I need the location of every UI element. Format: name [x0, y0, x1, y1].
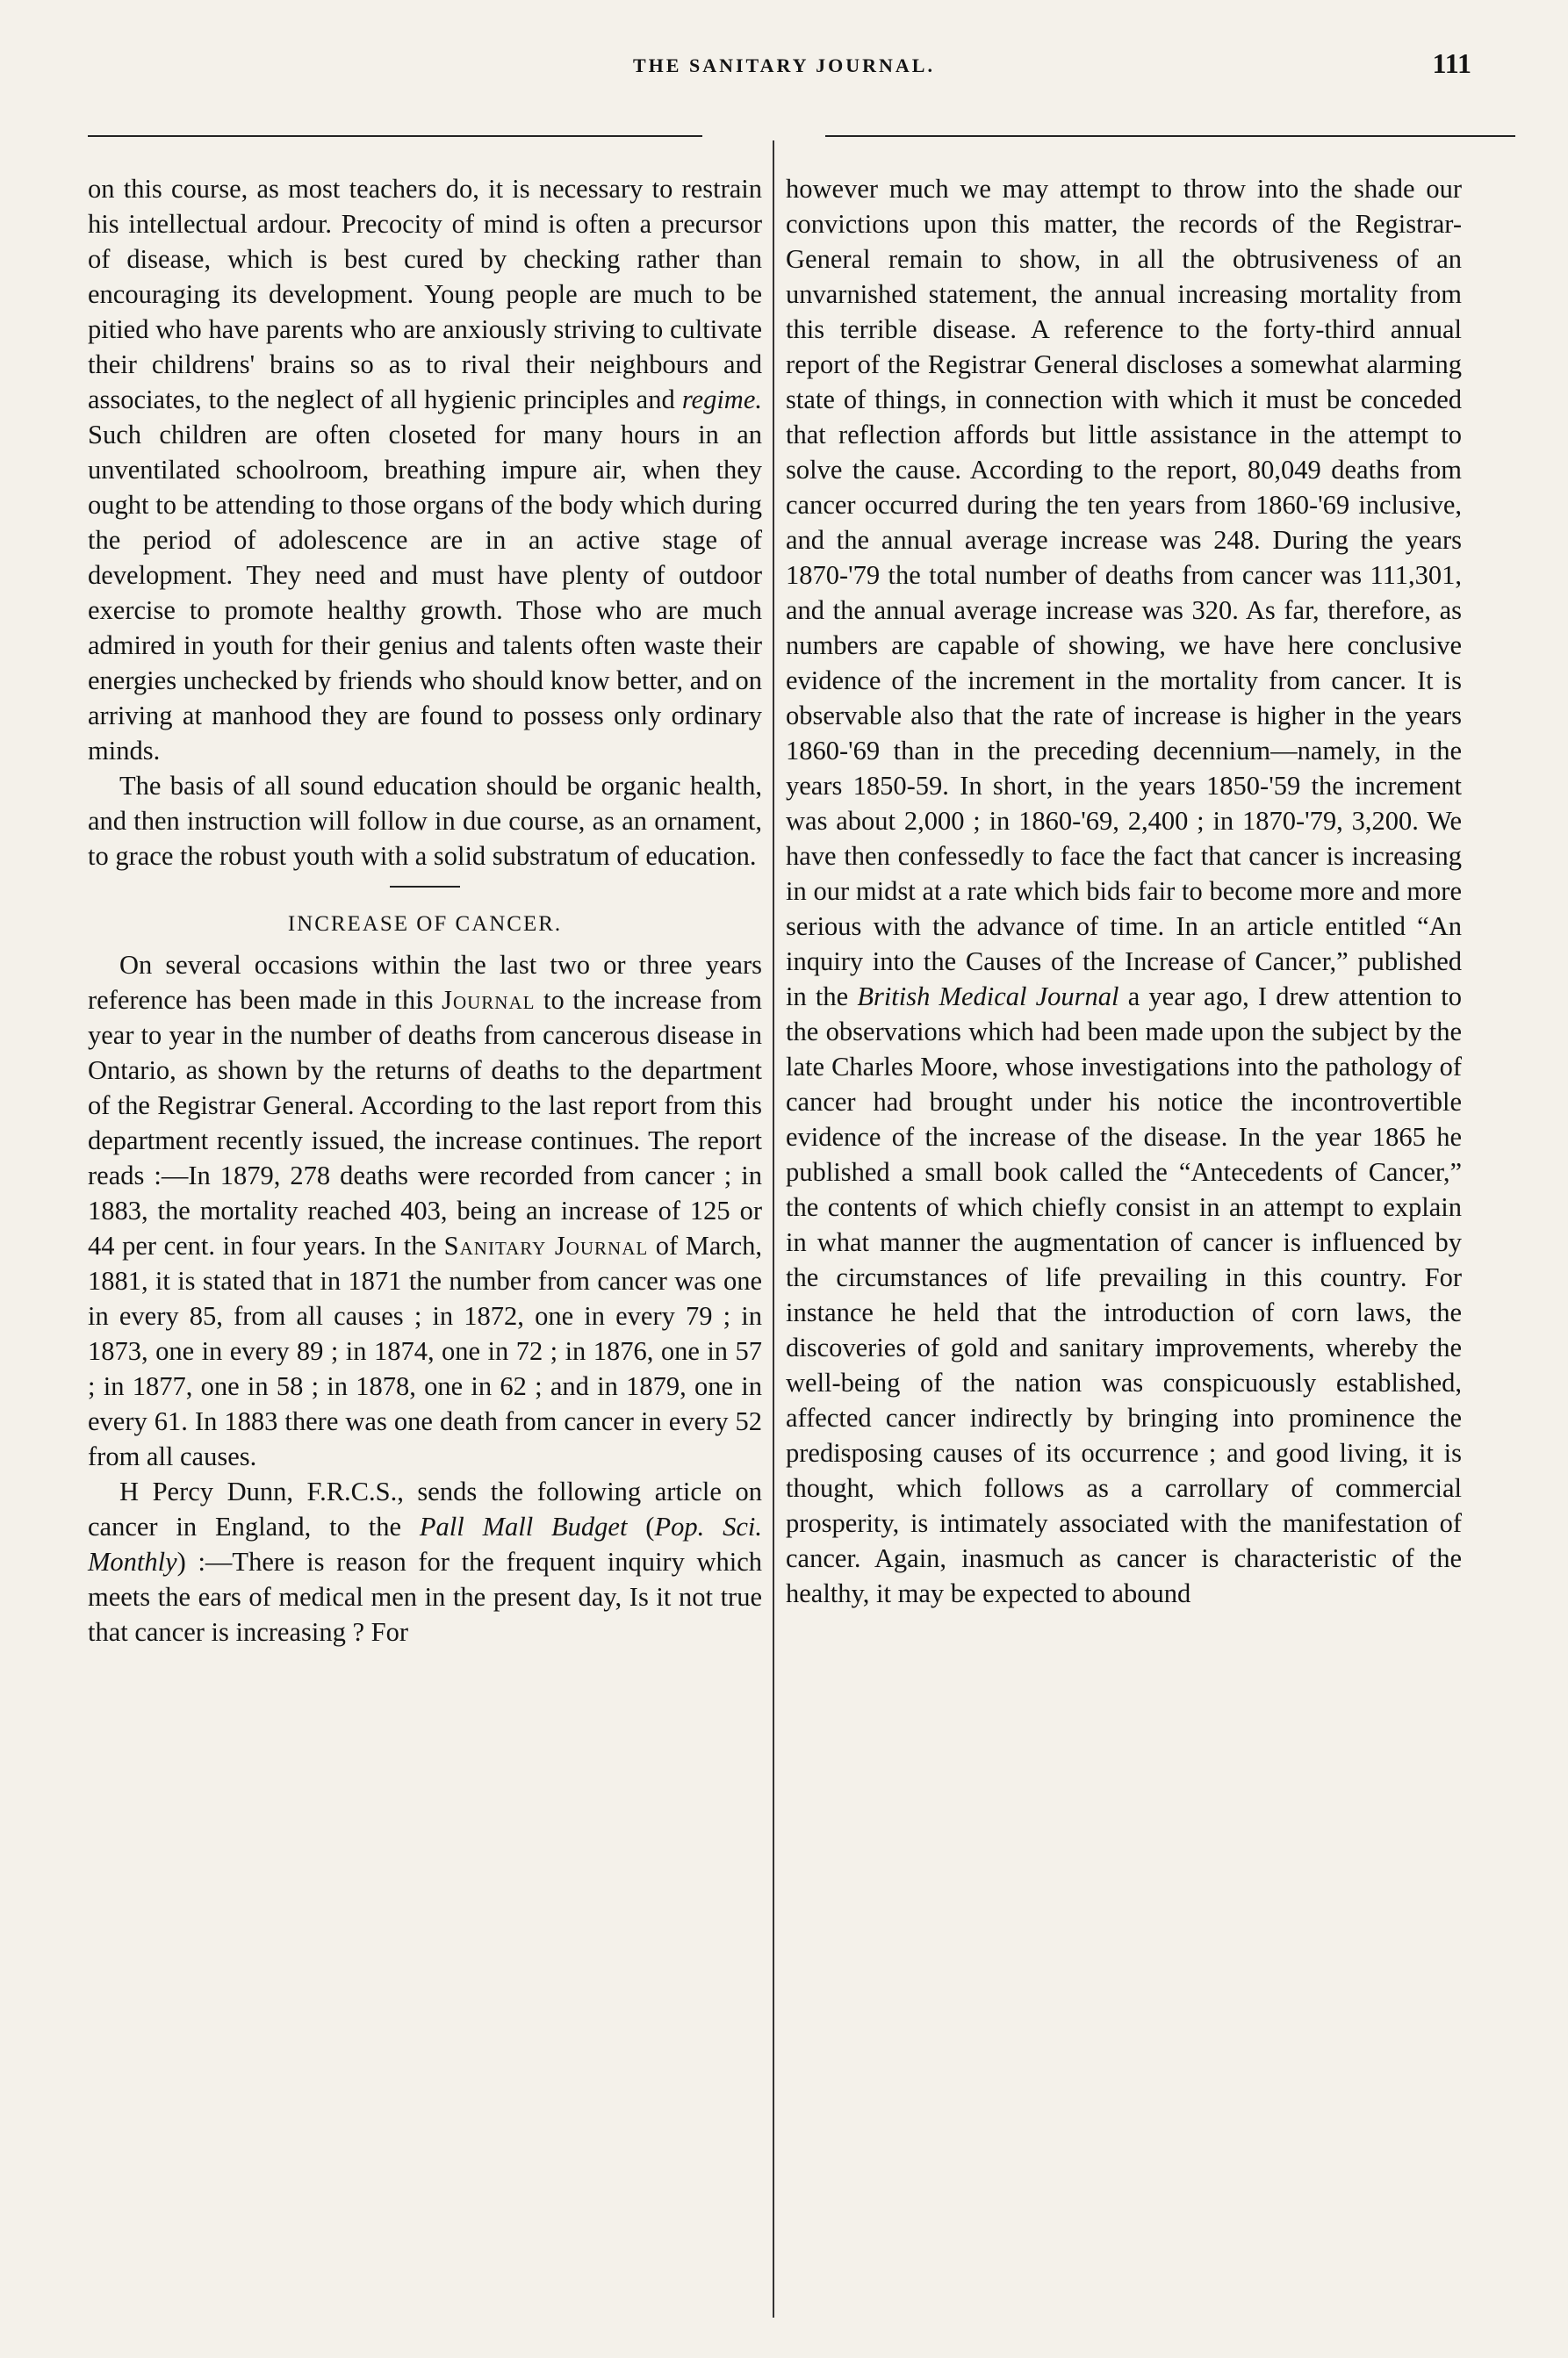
- column-divider: [773, 140, 774, 2318]
- running-head: THE SANITARY JOURNAL.: [633, 54, 935, 76]
- page-number: 111: [1432, 47, 1471, 79]
- header-rule-right: [825, 135, 1515, 137]
- left-column: [88, 171, 762, 1650]
- cancer-paragraph-2: H Percy Dunn, F.R.C.S., sends the following article on cancer in England, to the Pall Mall Budget (Pop. Sci. Monthly) :—There is reason for the frequent inquiry which meets the ears of medical men in the present day, Is it not true that cancer is increasing ? For: [88, 1477, 762, 1647]
- page-header: [88, 47, 1480, 107]
- section-rule: [390, 886, 460, 888]
- header-rule-left: [88, 135, 702, 137]
- education-paragraph-1: on this course, as most teachers do, it is necessary to restrain his intellectual ardour. Precocity of mind is often a precursor of disease, which is best cured by checking rather than encouraging its development. Young people are much to be pitied who have parents who are anxiously striving to cultivate their childrens' brains so as to rival their neighbours and associates, to the neglect of all hygienic principles and regime. Such children are often closeted for many hours in an unventilated schoolroom, breathing impure air, when they ought to be attending to those organs of the body which during the period of adolescence are in an active stage of development. They need and must have plenty of outdoor exercise to promote healthy growth. Those who are much admired in youth for their genius and talents often waste their energies unchecked by friends who should know better, and on arriving at manhood they are found to possess only ordinary minds.: [88, 174, 762, 766]
- section-heading: INCREASE OF CANCER.: [287, 912, 563, 936]
- education-paragraph-2: The basis of all sound education should be organic health, and then instruction will follow in due course, as an ornament, to grace the robust youth with a solid substratum of education.: [88, 771, 762, 871]
- cancer-paragraph-1: On several occasions within the last two or three years reference has been made in this Journal to the increase from year to year in the number of deaths from cancerous disease in Ontario, as shown by the returns of deaths to the department of the Registrar General. According to the last report from this department recently issued, the increase continues. The report reads :—In 1879, 278 deaths were recorded from cancer ; in 1883, the mortality reached 403, being an increase of 125 or 44 per cent. in four years. In the Sanitary Journal of March, 1881, it is stated that in 1871 the number from cancer was one in every 85, from all causes ; in 1872, one in every 79 ; in 1873, one in every 89 ; in 1874, one in 72 ; in 1876, one in 57 ; in 1877, one in 58 ; in 1878, one in 62 ; and in 1879, one in every 61. In 1883 there was one death from cancer in every 52 from all causes.: [88, 950, 763, 1471]
- right-column: [786, 171, 1462, 1611]
- cancer-paragraph-continued: however much we may attempt to throw into the shade our convictions upon this matter, the records of the Registrar-General remain to show, in all the obtrusiveness of an unvarnished statement, the annual increasing mortality from this terrible disease. A reference to the forty-third annual report of the Registrar General discloses a somewhat alarming state of things, in connection with which it must be conceded that reflection affords but little assistance in the attempt to solve the cause. According to the report, 80,049 deaths from cancer occurred during the ten years from 1860-'69 inclusive, and the annual average increase was 248. During the years 1870-'79 the total number of deaths from cancer was 111,301, and the annual average increase was 320. As far, therefore, as numbers are capable of showing, we have here conclusive evidence of the increment in the mortality from cancer. It is observable also that the rate of increase is higher in the years 1860-'69 than in the preceding decennium—namely, in the years 1850-59. In short, in the years 1850-'59 the increment was about 2,000 ; in 1860-'69, 2,400 ; in 1870-'79, 3,200. We have then confessedly to face the fact that cancer is increasing in our midst at a rate which bids fair to become more and more serious with the advance of time. In an article entitled “An inquiry into the Causes of the Increase of Cancer,” published in the British Medical Journal a year ago, I drew attention to the observations which had been made upon the subject by the late Charles Moore, whose investigations into the pathology of cancer had brought under his notice the incontrovertible evidence of the increase of the disease. In the year 1865 he published a small book called the “Antecedents of Cancer,” the contents of which chiefly consist in an attempt to explain in what manner the augmentation of cancer is influenced by the circumstances of life prevailing in this country. For instance he held that the introduction of corn laws, the discoveries of gold and sanitary improvements, whereby the well-being of the nation was conspicuously established, affected cancer indirectly by bringing into prominence the predisposing causes of its occurrence ; and good living, it is thought, which follows as a carrollary of commercial prosperity, is intimately associated with the manifestation of cancer. Again, inasmuch as cancer is characteristic of the healthy, it may be expected to abound: [786, 174, 1462, 1608]
